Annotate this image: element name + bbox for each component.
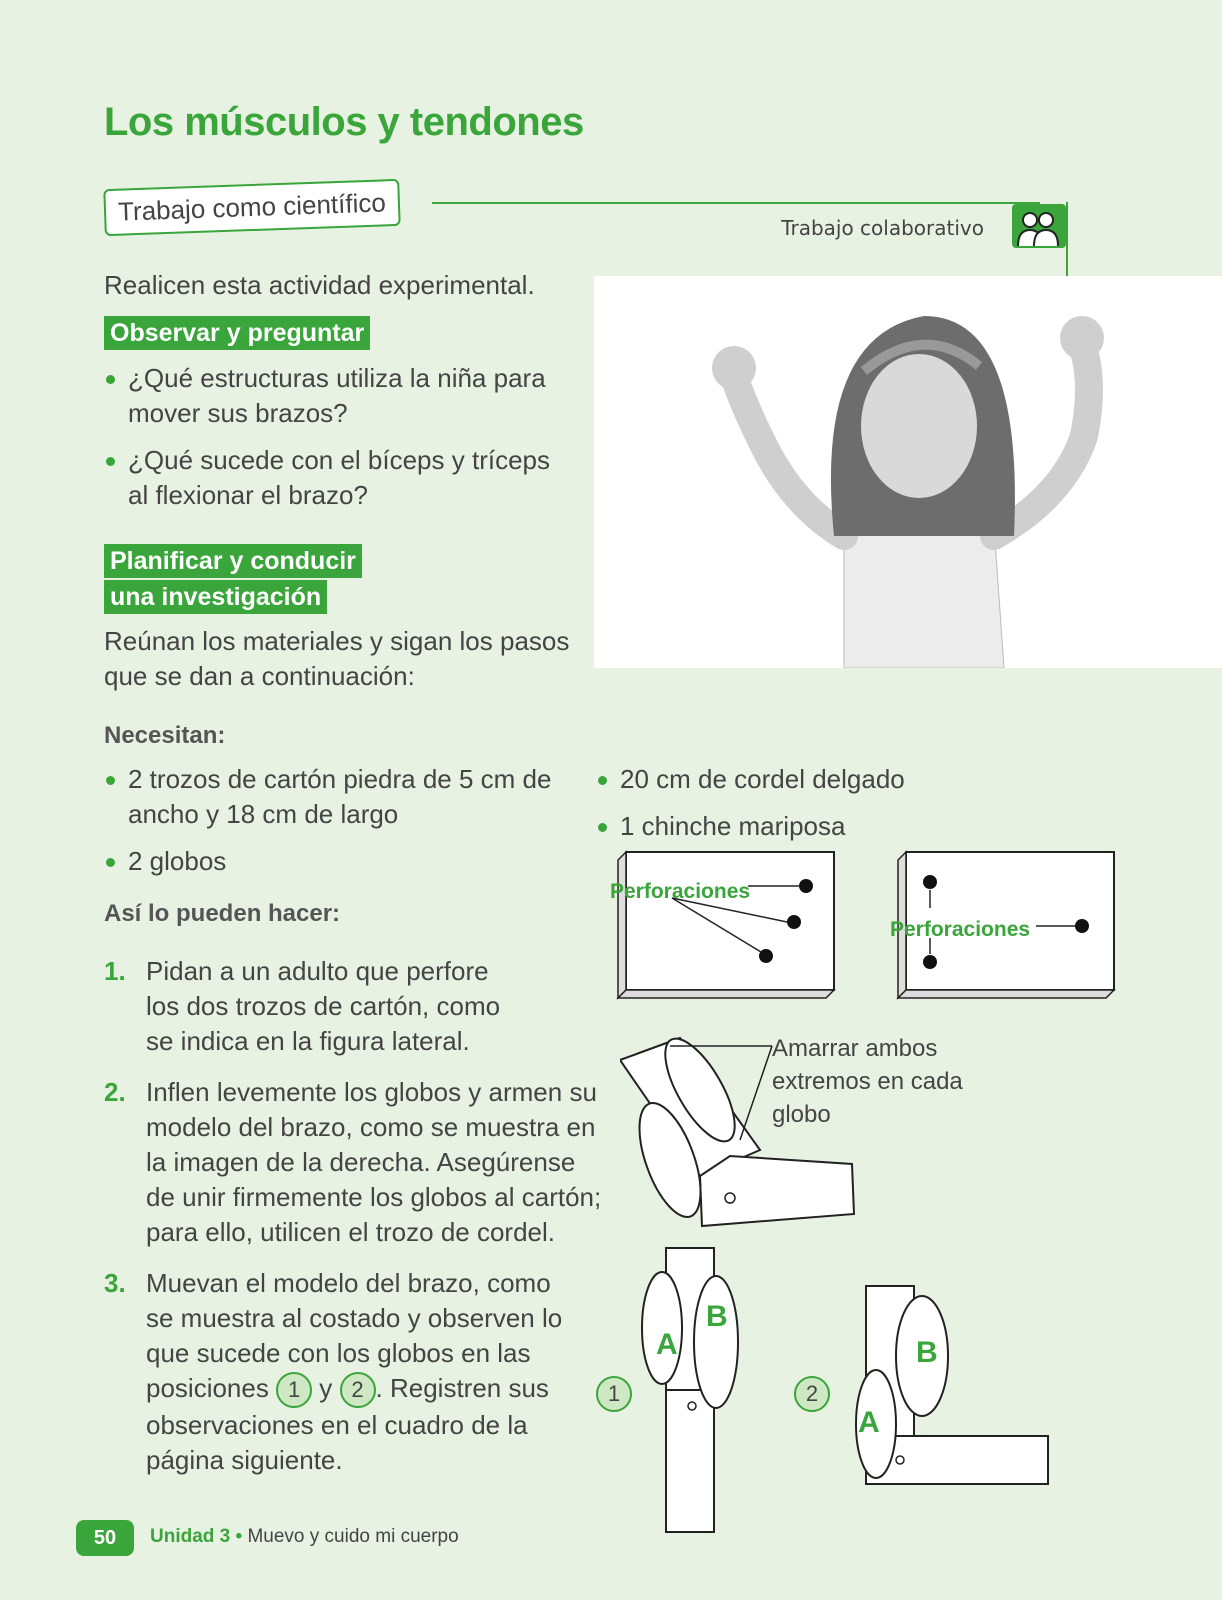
plan-heading-line2: una investigación <box>104 580 327 614</box>
plan-text: Reúnan los materiales y sigan los pasos que se dan a continuación: <box>104 626 570 691</box>
observe-question-list <box>104 361 564 513</box>
arm-position-2-diagram <box>840 1284 1060 1494</box>
step-text: . Registren sus observaciones en el cuadro de la página siguiente. <box>146 1373 549 1476</box>
position-1-marker: 1 <box>596 1376 632 1412</box>
step-number: 1. <box>104 956 126 986</box>
list-item: 2 trozos de cartón piedra de 5 cm de ancho y 18 cm de largo <box>104 762 554 832</box>
step-text: Pidan a un adulto que perfore los dos trozos de cartón, como se indica en la figura lateral. <box>146 956 501 1056</box>
position-1-badge: 1 <box>276 1372 312 1408</box>
list-item <box>104 954 506 1059</box>
list-item <box>104 1075 604 1250</box>
step-text: Inflen levemente los globos y armen su modelo del brazo, como se muestra en la imagen de la derecha. Asegúrense de unir firmemente los globos al cartón; para ello, utilicen el trozo de cordel. <box>146 1077 602 1247</box>
plan-heading-line1: Planificar y conducir <box>104 544 362 578</box>
step-text: y <box>312 1373 340 1403</box>
divider-vertical <box>1066 202 1068 284</box>
list-item: 20 cm de cordel delgado <box>596 762 996 797</box>
list-item: 1 chinche mariposa <box>596 809 996 844</box>
list-item: ¿Qué sucede con el bíceps y tríceps al flexionar el brazo? <box>104 443 564 513</box>
materials-list-right <box>596 762 996 844</box>
unit-title: Muevo y cuido mi cuerpo <box>247 1526 459 1547</box>
footer-unit <box>150 1526 459 1548</box>
step-text: Muevan el modelo del brazo, como se muestra al costado y observen lo que sucede con los globos en las posiciones <box>146 1268 563 1403</box>
page-title: Los músculos y tendones <box>104 100 584 144</box>
group-people-icon <box>1012 204 1066 248</box>
balloon-label-a: A <box>858 1406 880 1439</box>
girl-flexing-photo <box>594 276 1222 668</box>
materials-list-left <box>104 762 554 879</box>
steps-list <box>104 954 604 1478</box>
observe-heading: Observar y preguntar <box>104 316 370 350</box>
step-number: 3. <box>104 1268 126 1298</box>
materials-heading: Necesitan: <box>104 722 226 749</box>
tie-label: Amarrar ambos extremos en cada globo <box>772 1035 963 1128</box>
section-tag: Trabajo como científico <box>103 179 400 236</box>
position-2-marker: 2 <box>794 1376 830 1412</box>
collab-label: Trabajo colaborativo <box>781 216 984 240</box>
list-item: 2 globos <box>104 844 554 879</box>
balloon-label-b: B <box>916 1336 938 1369</box>
balloon-label-b: B <box>706 1300 728 1333</box>
unit-label: Unidad 3 <box>150 1526 231 1547</box>
page-number: 50 <box>76 1520 134 1556</box>
arm-position-1-diagram <box>640 1246 750 1536</box>
list-item <box>104 1266 566 1478</box>
intro-text: Realicen esta actividad experimental. <box>104 270 535 300</box>
balloon-label-a: A <box>656 1328 678 1361</box>
unit-separator: • <box>230 1526 248 1547</box>
divider <box>432 202 1040 204</box>
perforation-label-2: Perforaciones <box>890 918 1031 941</box>
list-item: ¿Qué estructuras utiliza la niña para mover sus brazos? <box>104 361 564 431</box>
position-2-badge: 2 <box>340 1372 376 1408</box>
perforation-diagram <box>596 850 1136 1010</box>
step-number: 2. <box>104 1077 126 1107</box>
steps-heading: Así lo pueden hacer: <box>104 900 341 927</box>
perforation-label-1: Perforaciones <box>610 880 751 903</box>
